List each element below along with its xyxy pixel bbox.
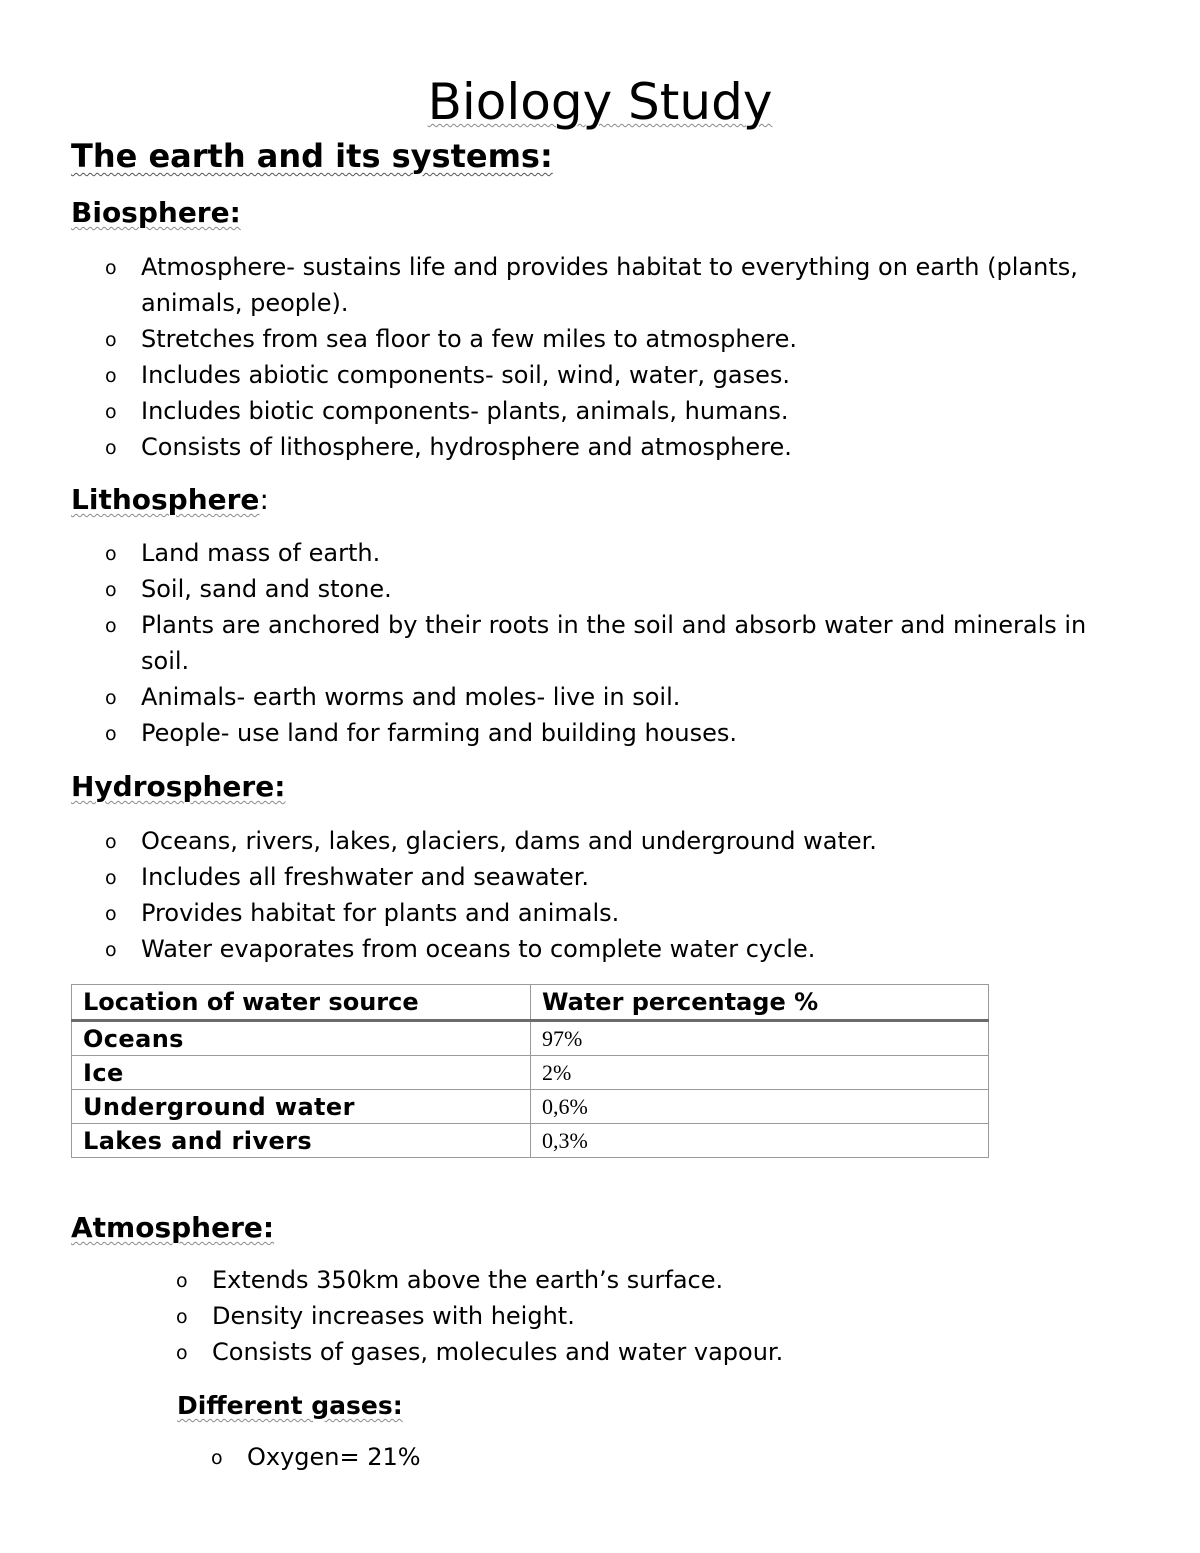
lithosphere-heading: Lithosphere: xyxy=(71,483,269,516)
gases-heading: Different gases: xyxy=(177,1391,403,1420)
bullet-marker: o xyxy=(105,543,117,565)
list-item: o Atmosphere- sustains life and provides habitat to everything on earth (plants, animals, people). xyxy=(71,249,1131,321)
list-item: o Density increases with height. xyxy=(142,1298,1142,1334)
bullet-marker: o xyxy=(211,1447,223,1469)
list-item: o People- use land for farming and building houses. xyxy=(71,715,1131,751)
table-cell-location: Underground water xyxy=(72,1090,531,1124)
bullet-marker: o xyxy=(105,867,117,889)
bullet-marker: o xyxy=(176,1306,188,1328)
bullet-marker: o xyxy=(176,1270,188,1292)
bullet-marker: o xyxy=(105,437,117,459)
bullet-marker: o xyxy=(105,903,117,925)
bullet-marker: o xyxy=(105,687,117,709)
list-item: o Includes all freshwater and seawater. xyxy=(71,859,1131,895)
list-item: o Soil, sand and stone. xyxy=(71,571,1131,607)
list-item: o Land mass of earth. xyxy=(71,535,1131,571)
list-item: o Extends 350km above the earth’s surface. xyxy=(142,1262,1142,1298)
bullet-marker: o xyxy=(105,615,117,637)
lithosphere-list xyxy=(71,535,1131,751)
list-item: o Oxygen= 21% xyxy=(177,1439,1077,1475)
biosphere-heading: Biosphere: xyxy=(71,196,241,229)
table-row xyxy=(72,1056,989,1090)
table-cell-percentage: 2% xyxy=(531,1056,989,1090)
list-item: o Consists of lithosphere, hydrosphere and atmosphere. xyxy=(71,429,1131,465)
table-cell-location: Ice xyxy=(72,1056,531,1090)
list-item: o Plants are anchored by their roots in the soil and absorb water and minerals in soil. xyxy=(71,607,1131,679)
table-cell-location: Oceans xyxy=(72,1021,531,1056)
gases-list xyxy=(177,1439,1077,1475)
list-item: o Includes biotic components- plants, animals, humans. xyxy=(71,393,1131,429)
bullet-marker: o xyxy=(105,257,117,279)
hydrosphere-heading: Hydrosphere: xyxy=(71,770,286,803)
main-heading: The earth and its systems: xyxy=(71,137,553,175)
bullet-marker: o xyxy=(176,1342,188,1364)
list-item: o Animals- earth worms and moles- live in soil. xyxy=(71,679,1131,715)
table-cell-percentage: 97% xyxy=(531,1021,989,1056)
list-item: o Consists of gases, molecules and water vapour. xyxy=(142,1334,1142,1370)
bullet-marker: o xyxy=(105,579,117,601)
atmosphere-heading: Atmosphere: xyxy=(71,1211,275,1244)
document-title: Biology Study xyxy=(427,73,773,131)
table-row xyxy=(72,1021,989,1056)
table-row xyxy=(72,1124,989,1158)
hydrosphere-list xyxy=(71,823,1131,967)
bullet-marker: o xyxy=(105,365,117,387)
column-header-percentage: Water percentage % xyxy=(531,985,989,1021)
bullet-marker: o xyxy=(105,329,117,351)
list-item: o Includes abiotic components- soil, wind, water, gases. xyxy=(71,357,1131,393)
bullet-marker: o xyxy=(105,939,117,961)
column-header-location: Location of water source xyxy=(72,985,531,1021)
biosphere-list xyxy=(71,249,1131,465)
atmosphere-list xyxy=(142,1262,1142,1370)
table-row xyxy=(72,1090,989,1124)
water-percentage-table xyxy=(71,984,989,1158)
list-item: o Stretches from sea floor to a few miles to atmosphere. xyxy=(71,321,1131,357)
table-cell-percentage: 0,3% xyxy=(531,1124,989,1158)
bullet-marker: o xyxy=(105,723,117,745)
table-cell-percentage: 0,6% xyxy=(531,1090,989,1124)
list-item: o Oceans, rivers, lakes, glaciers, dams and underground water. xyxy=(71,823,1131,859)
table-header-row xyxy=(72,985,989,1021)
table-cell-location: Lakes and rivers xyxy=(72,1124,531,1158)
bullet-marker: o xyxy=(105,401,117,423)
list-item: o Water evaporates from oceans to complete water cycle. xyxy=(71,931,1131,967)
bullet-marker: o xyxy=(105,831,117,853)
list-item: o Provides habitat for plants and animals. xyxy=(71,895,1131,931)
